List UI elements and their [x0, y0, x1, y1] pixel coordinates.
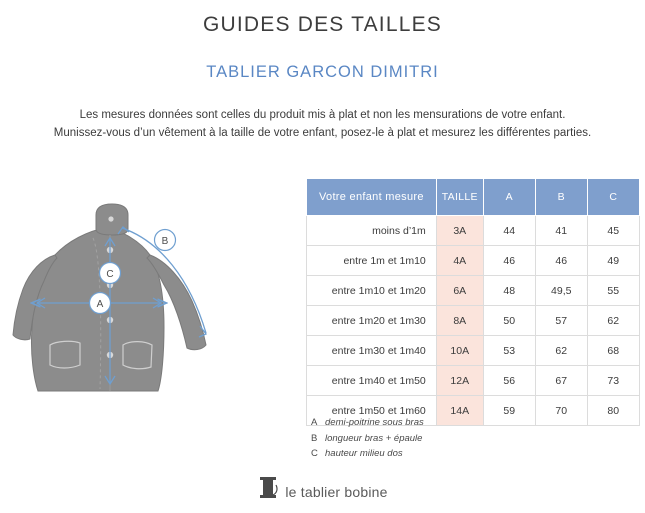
legend-text: longueur bras + épaule [325, 432, 423, 444]
legend-text: demi-poitrine sous bras [325, 417, 424, 428]
legend-item-a [311, 417, 424, 428]
cell-b: 41 [535, 216, 587, 246]
cell-c: 80 [587, 396, 639, 426]
marker-b [155, 230, 176, 251]
svg-text:C: C [106, 269, 114, 280]
table-row [307, 216, 640, 246]
legend-key: A [311, 417, 318, 428]
legend-item-c [311, 448, 424, 459]
cell-b: 57 [535, 306, 587, 336]
cell-taille: 8A [436, 306, 483, 336]
cell-c: 73 [587, 366, 639, 396]
cell-taille: 14A [436, 396, 483, 426]
measurement-legend [311, 417, 424, 464]
legend-text: hauteur milieu dos [325, 448, 403, 459]
page-subtitle: TABLIER GARCON DIMITRI [206, 63, 439, 81]
cell-measure: entre 1m10 et 1m20 [307, 276, 437, 306]
column-header-b: B [535, 179, 587, 216]
cell-a: 46 [483, 246, 535, 276]
cell-c: 45 [587, 216, 639, 246]
cell-measure: entre 1m50 et 1m60 [307, 396, 437, 426]
size-table-header-row [307, 179, 640, 216]
legend-key: B [311, 432, 318, 444]
cell-b: 62 [535, 336, 587, 366]
footer-logo-text: le tablier bobine [285, 483, 388, 500]
size-guide-page [0, 13, 645, 513]
intro-text [0, 106, 645, 142]
cell-a: 44 [483, 216, 535, 246]
column-header-taille: TAILLE [436, 179, 483, 216]
bobbin-svg [257, 476, 279, 502]
cell-taille: 3A [436, 216, 483, 246]
footer-logo [0, 476, 645, 507]
table-row [307, 366, 640, 396]
cell-measure: entre 1m30 et 1m40 [307, 336, 437, 366]
cell-measure: entre 1m20 et 1m30 [307, 306, 437, 336]
marker-c [100, 263, 121, 284]
cell-c: 68 [587, 336, 639, 366]
size-table-body [307, 216, 640, 426]
column-header-a: A [483, 179, 535, 216]
cell-a: 53 [483, 336, 535, 366]
garment-svg [10, 193, 300, 443]
cell-b: 46 [535, 246, 587, 276]
cell-c: 55 [587, 276, 639, 306]
page-title: GUIDES DES TAILLES [202, 13, 443, 36]
table-row [307, 276, 640, 306]
cell-a: 59 [483, 396, 535, 426]
cell-c: 49 [587, 246, 639, 276]
svg-text:A: A [96, 299, 104, 310]
cell-taille: 4A [436, 246, 483, 276]
marker-a [90, 293, 111, 314]
table-row [307, 306, 640, 336]
legend-key: C [311, 448, 318, 459]
intro-line-1: Les mesures données sont celles du produit mis à plat et non les mensurations de votre enfant. [79, 109, 566, 121]
intro-line-2: Munissez-vous d’un vêtement à la taille de votre enfant, posez-le à plat et mesurez les différentes parties. [53, 127, 592, 139]
garment-illustration [10, 193, 300, 443]
table-row [307, 246, 640, 276]
cell-a: 50 [483, 306, 535, 336]
size-table-wrapper [306, 178, 640, 426]
cell-b: 67 [535, 366, 587, 396]
size-table [306, 178, 640, 426]
legend-item-b [311, 433, 424, 444]
column-header-measure: Votre enfant mesure [307, 179, 437, 216]
cell-a: 56 [483, 366, 535, 396]
svg-text:B: B [161, 236, 169, 247]
cell-taille: 12A [436, 366, 483, 396]
cell-taille: 6A [436, 276, 483, 306]
size-table-head [307, 179, 640, 216]
table-row [307, 336, 640, 366]
cell-b: 49,5 [535, 276, 587, 306]
cell-measure: entre 1m et 1m10 [307, 246, 437, 276]
cell-b: 70 [535, 396, 587, 426]
cell-measure: entre 1m40 et 1m50 [307, 366, 437, 396]
bobbin-icon [257, 476, 279, 507]
cell-c: 62 [587, 306, 639, 336]
cell-taille: 10A [436, 336, 483, 366]
cell-a: 48 [483, 276, 535, 306]
cell-measure: moins d’1m [307, 216, 437, 246]
column-header-c: C [587, 179, 639, 216]
